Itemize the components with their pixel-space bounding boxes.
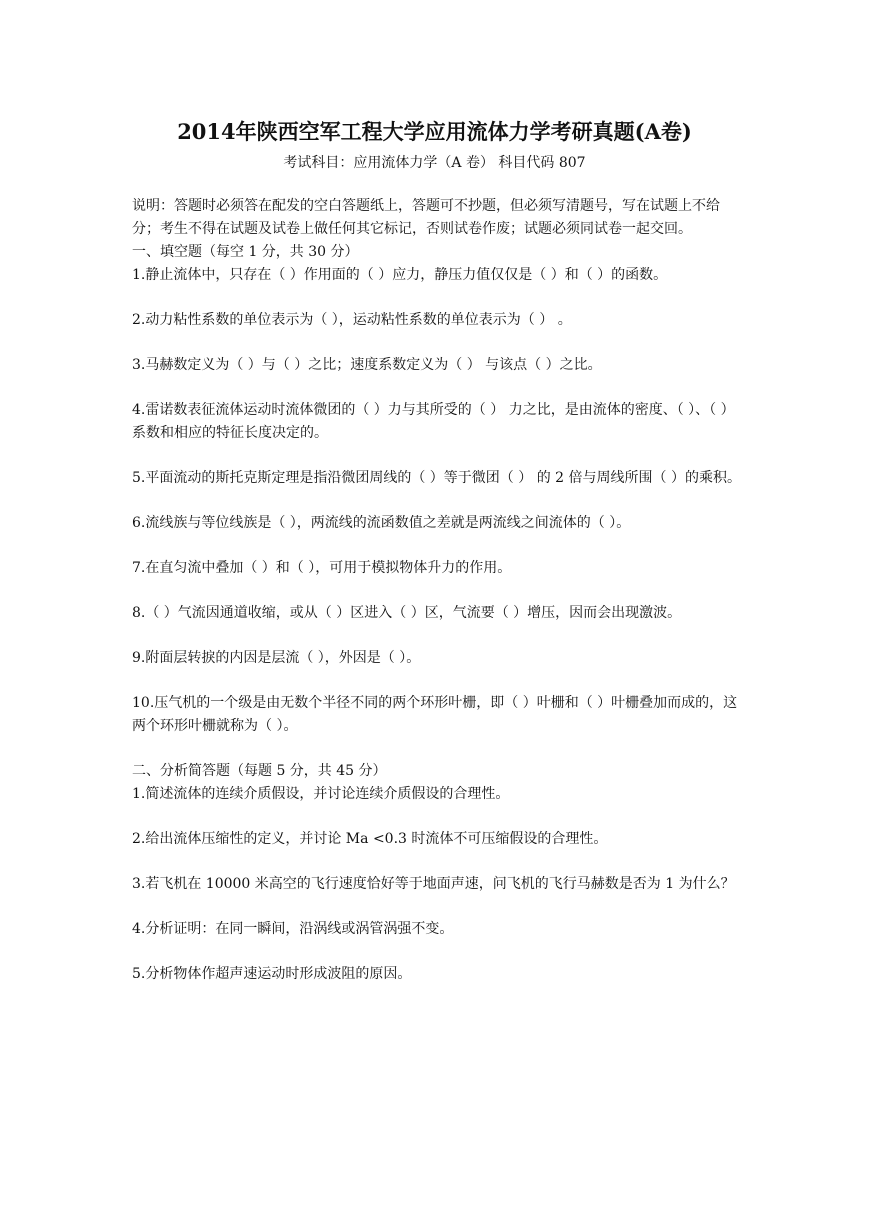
question-item: 5.平面流动的斯托克斯定理是指沿微团周线的（ ）等于微团（ ） 的 2 倍与周线所围（ ）的乘积。: [132, 470, 741, 486]
question-item: 2.动力粘性系数的单位表示为（ ），运动粘性系数的单位表示为（ ） 。: [132, 312, 572, 328]
question-item: 1.静止流体中，只存在（ ）作用面的（ ）应力，静压力值仅仅是（ ）和（ ）的函数。: [132, 267, 668, 283]
question-item: 8.（ ）气流因通道收缩，或从（ ）区进入（ ）区，气流要（ ）增压，因而会出现激波。: [132, 605, 682, 621]
question-item: 4.雷诺数表征流体运动时流体微团的（ ）力与其所受的（ ） 力之比，是由流体的密度、（ ）、（ ）系数和相应的特征长度决定的。: [132, 402, 735, 441]
question-item: 4.分析证明：在同一瞬间，沿涡线或涡管涡强不变。: [132, 921, 454, 937]
exam-body: [132, 195, 742, 986]
section-heading-fill-blanks: 一、填空题（每空 1 分，共 30 分）: [132, 244, 359, 260]
question-item: 3.若飞机在 10000 米高空的飞行速度恰好等于地面声速，问飞机的飞行马赫数是否为 1 为什么？: [132, 876, 735, 892]
question-item: 9.附面层转捩的内因是层流（ ），外因是（ ）。: [132, 650, 421, 666]
question-item: 1.简述流体的连续介质假设，并讨论连续介质假设的合理性。: [132, 786, 510, 802]
exam-subtitle: 考试科目：应用流体力学（A 卷） 科目代码 807: [283, 155, 586, 171]
question-item: 5.分析物体作超声速运动时形成波阻的原因。: [132, 966, 412, 982]
question-item: 3.马赫数定义为（ ）与（ ）之比；速度系数定义为（ ） 与该点（ ）之比。: [132, 357, 602, 373]
question-item: 10.压气机的一个级是由无数个半径不同的两个环形叶栅，即（ ）叶栅和（ ）叶栅叠加而成的，这两个环形叶栅就称为（ ）。: [132, 695, 738, 734]
section-heading-short-answer: 二、分析简答题（每题 5 分，共 45 分）: [132, 763, 387, 779]
question-item: 2.给出流体压缩性的定义，并讨论 Ma <0.3 时流体不可压缩假设的合理性。: [132, 831, 608, 847]
page-title: 2014年陕西空军工程大学应用流体力学考研真题(A卷): [177, 119, 692, 144]
question-item: 6.流线族与等位线族是（ ），两流线的流函数值之差就是两流线之间流体的（ ）。: [132, 515, 631, 531]
instructions: 说明：答题时必须答在配发的空白答题纸上，答题可不抄题，但必须写清题号，写在试题上不给分；考生不得在试题及试卷上做任何其它标记，否则试卷作废；试题必须同试卷一起交回。: [132, 198, 720, 237]
question-item: 7.在直匀流中叠加（ ）和（ ），可用于模拟物体升力的作用。: [132, 560, 512, 576]
